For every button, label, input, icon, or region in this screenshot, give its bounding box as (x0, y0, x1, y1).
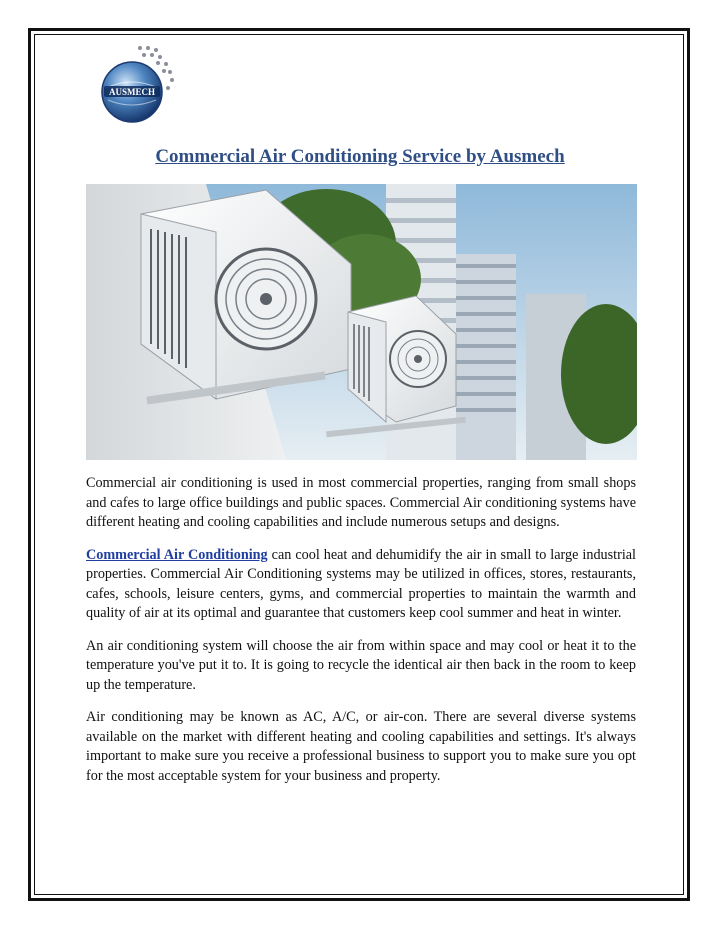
page-title: Commercial Air Conditioning Service by Ausmech (155, 146, 565, 167)
air-conditioner-photo (86, 184, 637, 460)
article-body (86, 474, 636, 799)
paragraph-2-text: can cool heat and dehumidify the air in small to large industrial properties. Commercial Air Conditioning systems may be utilized in offices, stores, restaurants, cafes, schools, leisure centers, gyms, and commercial properties to maintain the warmth and quality of air at its optimal and guarantee that customers keep cool summer and heat in winter. (86, 546, 636, 621)
ausmech-logo (92, 42, 182, 132)
commercial-ac-link[interactable]: Commercial Air Conditioning (86, 546, 268, 563)
paragraph-2 (86, 546, 636, 624)
paragraph-4: Air conditioning may be known as AC, A/C, or air-con. There are several diverse systems available on the market with different heating and cooling capabilities and settings. It's always important to make sure you receive a professional business to support you to make sure you opt for the most acceptable system for your business and property. (86, 709, 636, 784)
paragraph-3: An air conditioning system will choose the air from within space and may cool or heat it to the temperature you've put it to. It is going to recycle the identical air then back in the room to keep up the temperature. (86, 637, 636, 693)
logo-wordmark: AUSMECH (108, 87, 156, 97)
paragraph-1: Commercial air conditioning is used in most commercial properties, ranging from small shops and cafes to large office buildings and public spaces. Commercial Air conditioning systems have different heating and cooling capabilities and include numerous setups and designs. (86, 475, 636, 530)
